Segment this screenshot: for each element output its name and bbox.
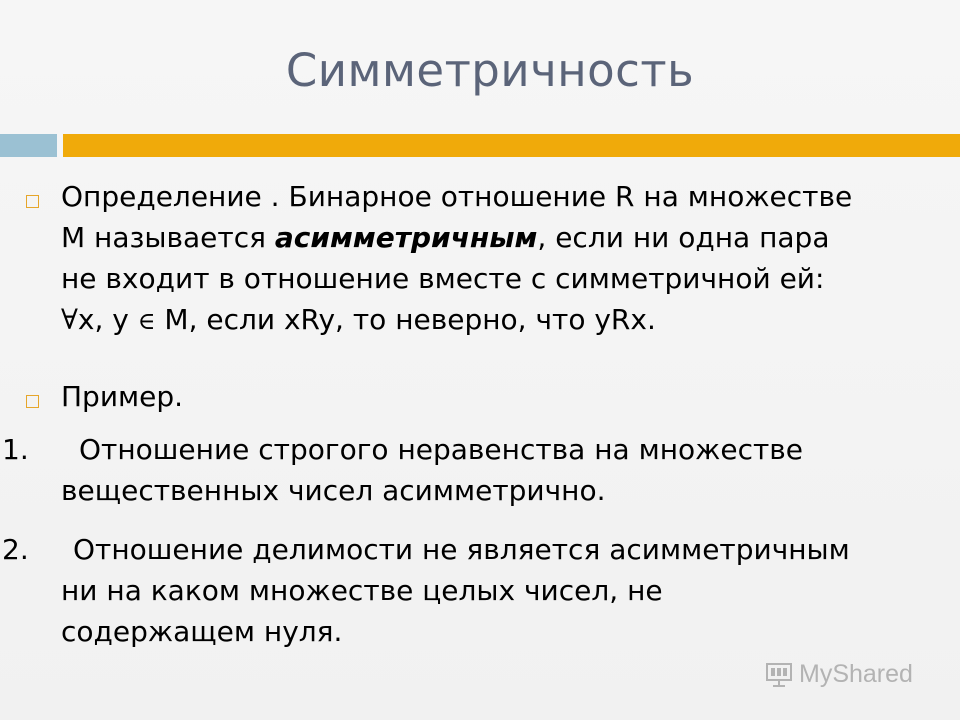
element-of-symbol: ∈ — [137, 307, 156, 335]
definition-line-2 — [61, 217, 941, 258]
slide-title: Симметричность — [285, 44, 695, 97]
list-item-2-line-1: Отношение делимости не является асимметричным — [73, 533, 850, 566]
definition-line-4-b: M, если xRy, то неверно, что yRx. — [155, 303, 656, 336]
definition-line-2-pre: M называется — [61, 221, 275, 254]
definition-line-2-post: , если ни одна пара — [537, 221, 830, 254]
list-text-1 — [61, 429, 941, 511]
list-item-2-line-3: содержащем нуля. — [61, 615, 343, 648]
definition-line-1: Определение . Бинарное отношение R на множестве — [61, 180, 853, 213]
square-bullet-icon — [26, 395, 39, 408]
definition-line-4 — [61, 299, 941, 342]
list-text-2 — [61, 529, 941, 652]
definition-line-4-a: x, y — [77, 303, 138, 336]
accent-bar-blue — [0, 134, 57, 157]
forall-symbol: ∀ — [61, 303, 78, 336]
watermark-logo — [765, 654, 913, 694]
accent-bar-orange — [63, 134, 960, 157]
list-number-2: 2. — [2, 533, 29, 566]
example-label: Пример. — [61, 380, 184, 413]
definition-line-3: не входит в отношение вместе с симметричной ей: — [61, 262, 825, 295]
list-item-1-line-2: вещественных чисел асимметрично. — [61, 474, 606, 507]
presentation-board-icon — [765, 661, 793, 687]
square-bullet-icon — [26, 195, 39, 208]
list-number-1: 1. — [2, 433, 29, 466]
list-item-2-line-2: ни на каком множестве целых чисел, не — [61, 574, 663, 607]
definition-text — [61, 176, 941, 342]
list-item-1-line-1: Отношение строгого неравенства на множестве — [79, 433, 804, 466]
definition-term: асимметричным — [274, 221, 538, 254]
watermark-text: MyShared — [799, 659, 913, 688]
